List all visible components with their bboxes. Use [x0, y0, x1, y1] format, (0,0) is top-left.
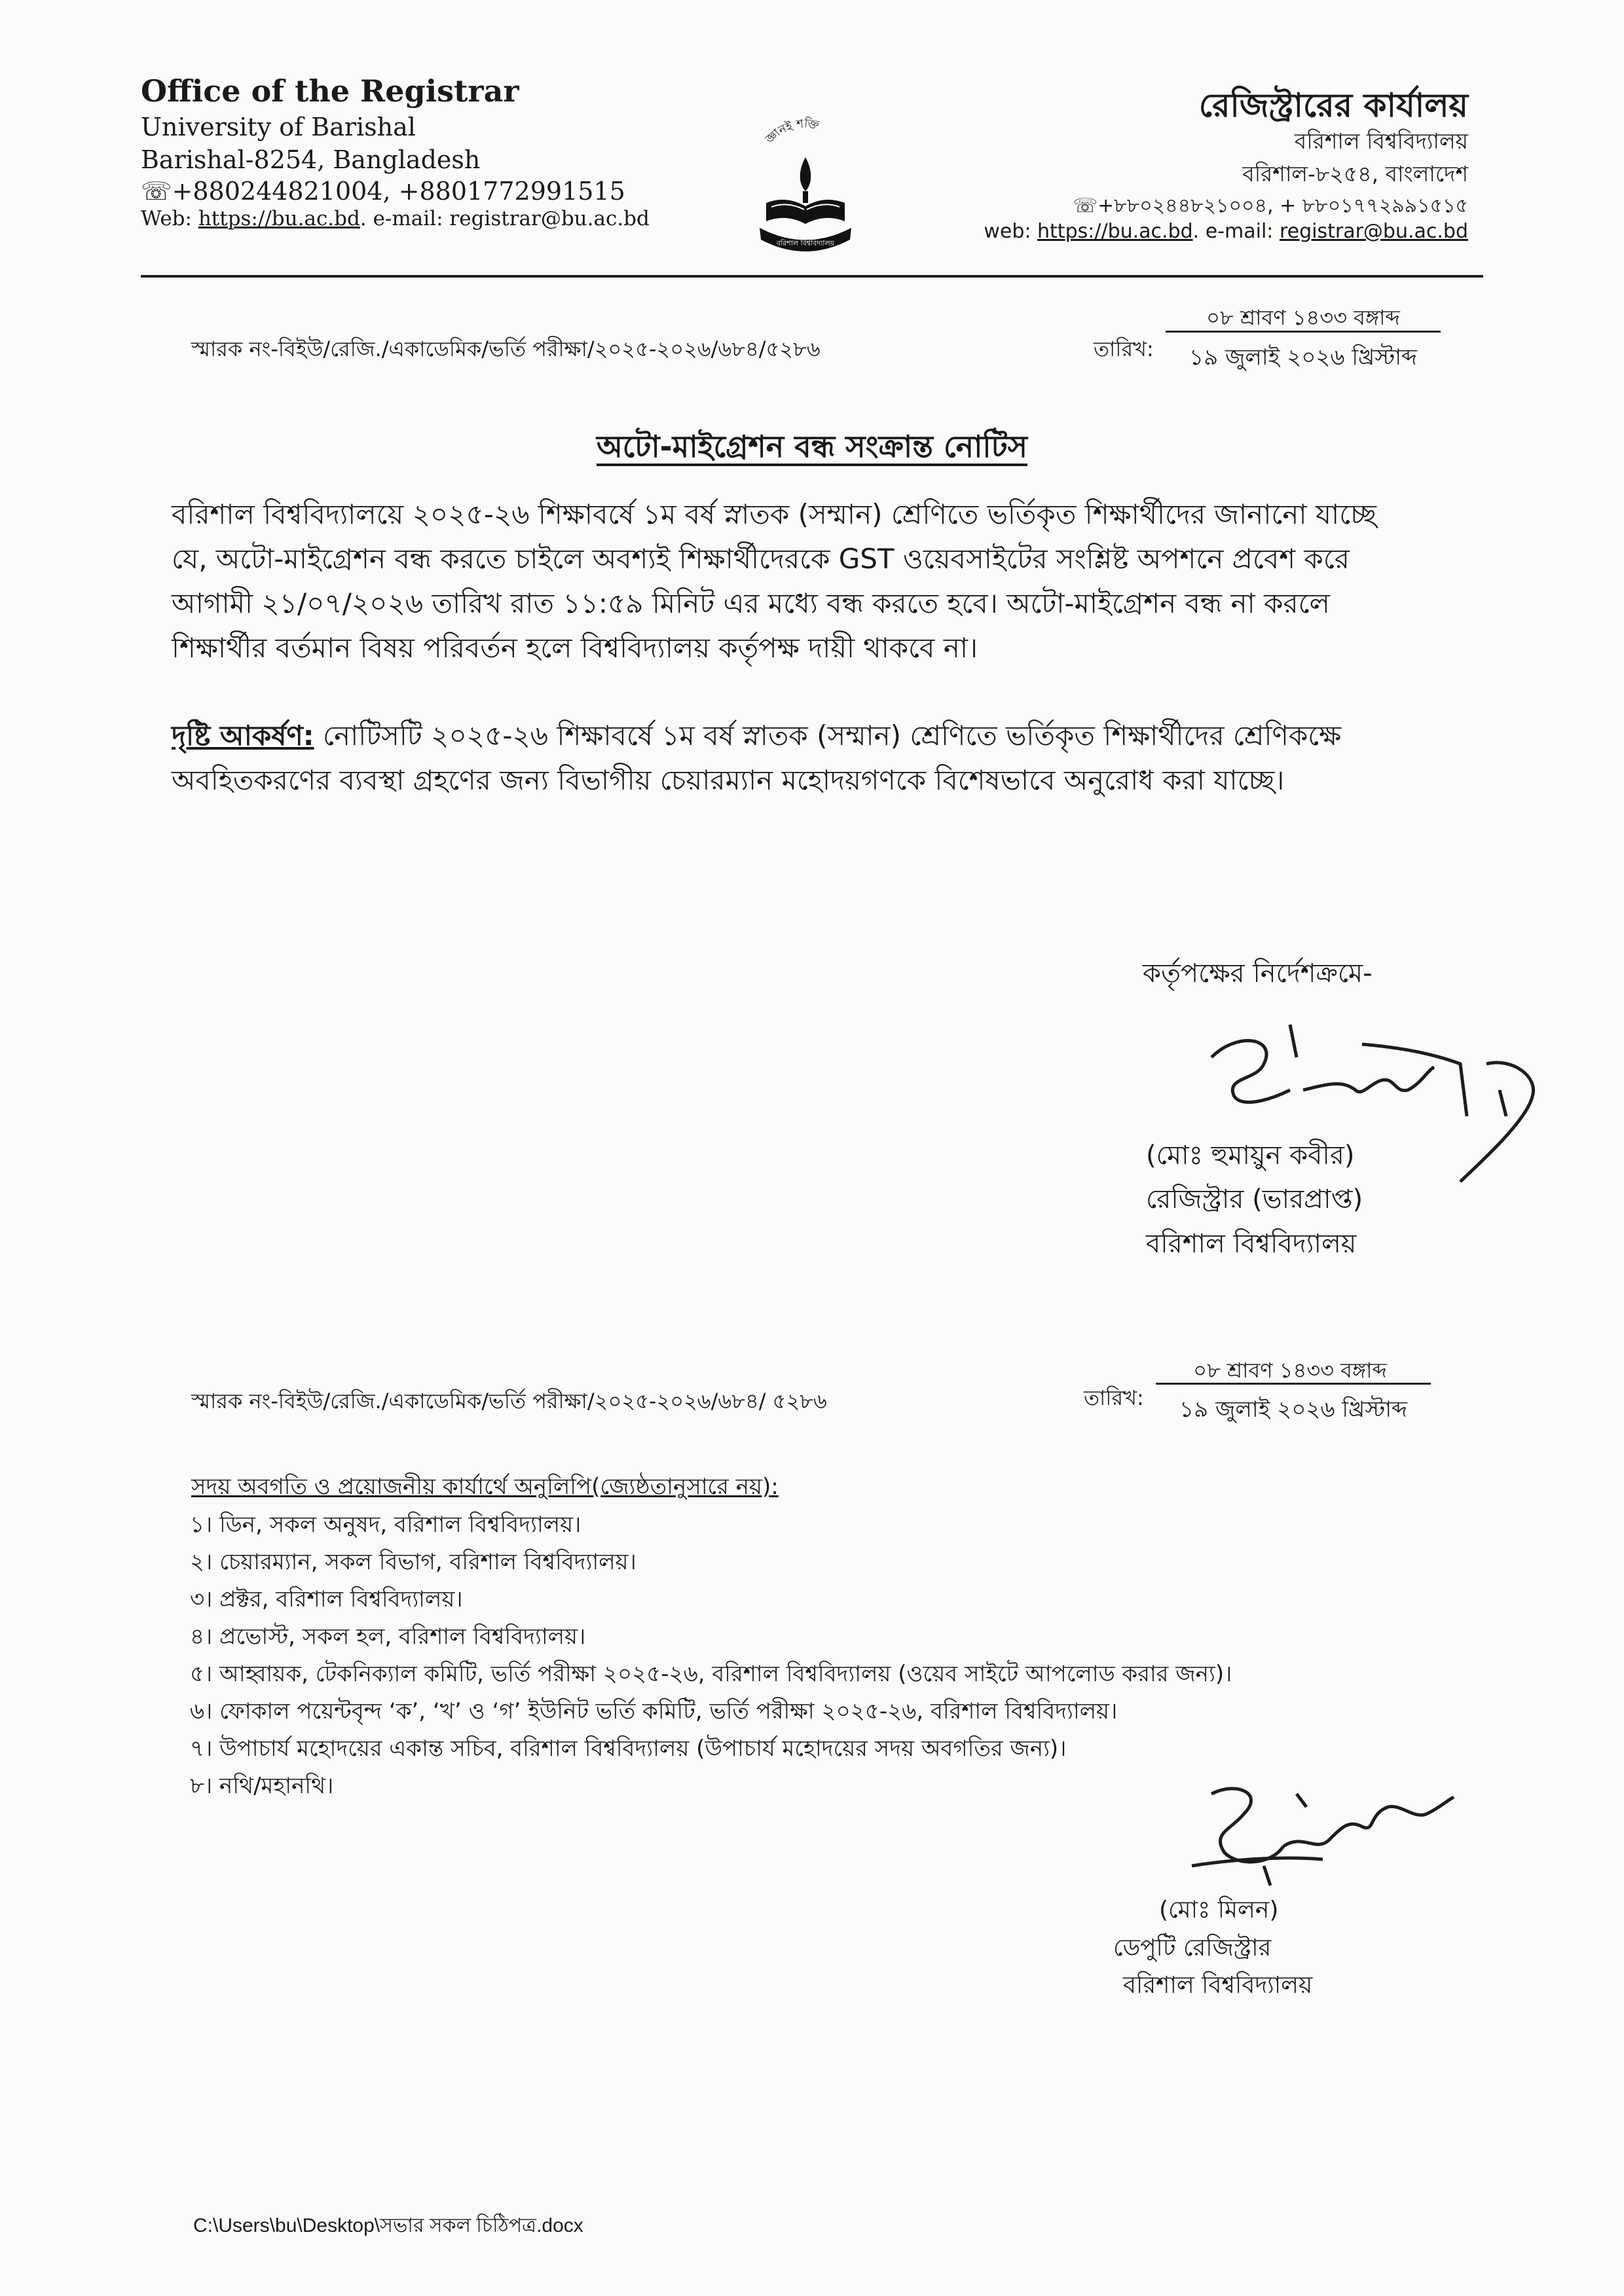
deputy-registrar-name: (মোঃ মিলন): [1159, 1897, 1279, 1923]
notice-line-4: শিক্ষার্থীর বর্তমান বিষয় পরিবর্তন হলে বিশ্ববিদ্যালয় কর্তৃপক্ষ দায়ী থাকবে না।: [172, 632, 978, 664]
copy-list-item: ৫। আহ্বায়ক, টেকনিক্যাল কমিটি, ভর্তি পরীক্ষা ২০২৫-২৬, বরিশাল বিশ্ববিদ্যালয় (ওয়েব সাইটে আপলোড করার জন্য)।: [190, 1661, 1232, 1687]
phone-en: ☏+880244821004, +8801772991515: [141, 177, 625, 206]
office-title-en: Office of the Registrar: [141, 73, 519, 109]
attention-label: দৃষ্টি আকর্ষণ:: [172, 720, 314, 752]
logo-banner-text: বরিশাল বিশ্ববিদ্যালয়: [776, 239, 835, 247]
contact-line-en: [141, 207, 650, 230]
logo-motto: [762, 117, 820, 147]
logo-motto-text: জ্ঞানই শক্তি: [762, 117, 820, 147]
email-link-bn[interactable]: registrar@bu.ac.bd: [1279, 220, 1468, 243]
copy-list-item: ৩। প্রক্টর, বরিশাল বিশ্ববিদ্যালয়।: [190, 1586, 463, 1613]
university-name-bn: বরিশাল বিশ্ববিদ্যালয়: [1294, 128, 1468, 154]
notice-title-text: অটো-মাইগ্রেশন বন্ধ সংক্রান্ত নোটিস: [596, 429, 1028, 464]
notice-line-2: যে, অটো-মাইগ্রেশন বন্ধ করতে চাইলে অবশ্যই শিক্ষার্থীদেরকে GST ওয়েবসাইটের সংশ্লিষ্ট অপশনে প্রবেশ করে: [172, 543, 1350, 575]
notice-title: [0, 424, 1624, 474]
copy-list-item: ৭। উপাচার্য মহোদয়ের একান্ত সচিব, বরিশাল বিশ্ববিদ্যালয় (উপাচার্য মহোদয়ের সদয় অবগতির জন্য)।: [190, 1736, 1067, 1762]
by-order-text: কর্তৃপক্ষের নির্দেশক্রমে-: [1143, 958, 1373, 989]
copy-list-item: ২। চেয়ারম্যান, সকল বিভাগ, বরিশাল বিশ্ববিদ্যালয়।: [190, 1549, 637, 1575]
memo-reference-1: স্মারক নং-বিইউ/রেজি./একাডেমিক/ভর্তি পরীক্ষা/২০২৫-২০২৬/৬৮৪/৫২৮৬: [191, 337, 821, 361]
registrar-institution: বরিশাল বিশ্ববিদ্যালয়: [1146, 1229, 1357, 1259]
date-label-2: তারিখ:: [1084, 1385, 1144, 1410]
deputy-registrar-institution: বরিশাল বিশ্ববিদ্যালয়: [1123, 1972, 1313, 1999]
date-gregorian-2: ১৯ জুলাই ২০২৬ খ্রিস্টাব্দ: [1179, 1396, 1407, 1423]
registrar-name: (মোঃ হুমায়ুন কবীর): [1146, 1140, 1355, 1171]
notice-line-3: আগামী ২১/০৭/২০২৬ তারিখ রাত ১১:৫৯ মিনিট এর মধ্যে বন্ধ করতে হবে। অটো-মাইগ্রেশন বন্ধ না করলে: [172, 587, 1330, 619]
copy-list-item: ৮। নথি/মহানথি।: [190, 1773, 334, 1799]
date-bangla-2: ০৮ শ্রাবণ ১৪৩৩ বঙ্গাব্দ: [1193, 1358, 1387, 1383]
copy-list-item: ১। ডিন, সকল অনুষদ, বরিশাল বিশ্ববিদ্যালয়।: [190, 1512, 581, 1538]
office-title-bn: রেজিস্ট্রারের কার্যালয়: [1198, 86, 1468, 124]
notice-line-1: বরিশাল বিশ্ববিদ্যালয়ে ২০২৫-২৬ শিক্ষাবর্ষে ১ম বর্ষ স্নাতক (সম্মান) শ্রেণিতে ভর্তিকৃত শিক্ষার্থীদের জানানো যাচ্ছে: [172, 498, 1376, 530]
attention-text-1: নোটিসটি ২০২৫-২৬ শিক্ষাবর্ষে ১ম বর্ষ স্নাতক (সম্মান) শ্রেণিতে ভর্তিকৃত শিক্ষার্থীদের শ্রেণিকক্ষে: [314, 720, 1342, 752]
web-label-bn: web:: [984, 220, 1038, 243]
copy-list-item: ৪। প্রভোস্ট, সকল হল, বরিশাল বিশ্ববিদ্যালয়।: [190, 1624, 586, 1650]
attention-paragraph: [172, 714, 1475, 803]
registrar-designation: রেজিস্ট্রার (ভারপ্রাপ্ত): [1146, 1184, 1363, 1214]
website-link-en[interactable]: https://bu.ac.bd: [198, 207, 360, 230]
date-bangla-1: ০৮ শ্রাবণ ১৪৩৩ বঙ্গাব্দ: [1206, 305, 1400, 330]
copy-list-item: ৬। ফোকাল পয়েন্টবৃন্দ ‘ক’, ‘খ’ ও ‘গ’ ইউনিট ভর্তি কমিটি, ভর্তি পরীক্ষা ২০২৫-২৬, বরিশাল বিশ্ববিদ্যালয়।: [190, 1698, 1118, 1724]
date-label-1: তারিখ:: [1094, 337, 1154, 361]
university-name-en: University of Barishal: [141, 113, 416, 141]
email-label-bn: . e-mail:: [1192, 220, 1280, 243]
address-en: Barishal-8254, Bangladesh: [141, 145, 481, 174]
date-divider-1: [1166, 331, 1441, 333]
attention-line-2: অবহিতকরণের ব্যবস্থা গ্রহণের জন্য বিভাগীয় চেয়ারম্যান মহোদয়গণকে বিশেষভাবে অনুরোধ করা যাচ্ছে।: [172, 764, 1285, 796]
deputy-registrar-signature: [1166, 1768, 1467, 1905]
deputy-registrar-designation: ডেপুটি রেজিস্ট্রার: [1113, 1935, 1272, 1961]
website-link-bn[interactable]: https://bu.ac.bd: [1037, 220, 1193, 243]
file-path-footer: C:\Users\bu\Desktop\সভার সকল চিঠিপত্র.docx: [193, 2215, 583, 2236]
copy-list-heading: সদয় অবগতি ও প্রয়োজনীয় কার্যার্থে অনুলিপি(জ্যেষ্ঠতানুসারে নয়):: [191, 1474, 779, 1500]
date-gregorian-1: ১৯ জুলাই ২০২৬ খ্রিস্টাব্দ: [1189, 344, 1417, 371]
phone-bn: ☏+৮৮০২৪৪৮২১০০৪, + ৮৮০১৭৭২৯৯১৫১৫: [1073, 194, 1468, 217]
attention-line-1: [172, 714, 1475, 758]
header-divider: [141, 275, 1483, 278]
web-label-en: Web:: [141, 207, 198, 230]
notice-paragraph: [172, 492, 1475, 670]
date-divider-2: [1156, 1383, 1431, 1385]
contact-line-bn: [984, 220, 1468, 243]
email-link-en[interactable]: registrar@bu.ac.bd: [449, 207, 650, 230]
memo-reference-2: স্মারক নং-বিইউ/রেজি./একাডেমিক/ভর্তি পরীক্ষা/২০২৫-২০২৬/৬৮৪/ ৫২৮৬: [191, 1389, 827, 1413]
email-label-en: . e-mail:: [360, 207, 450, 230]
university-logo: [740, 111, 871, 262]
address-bn: বরিশাল-৮২৫৪, বাংলাদেশ: [1242, 161, 1468, 187]
